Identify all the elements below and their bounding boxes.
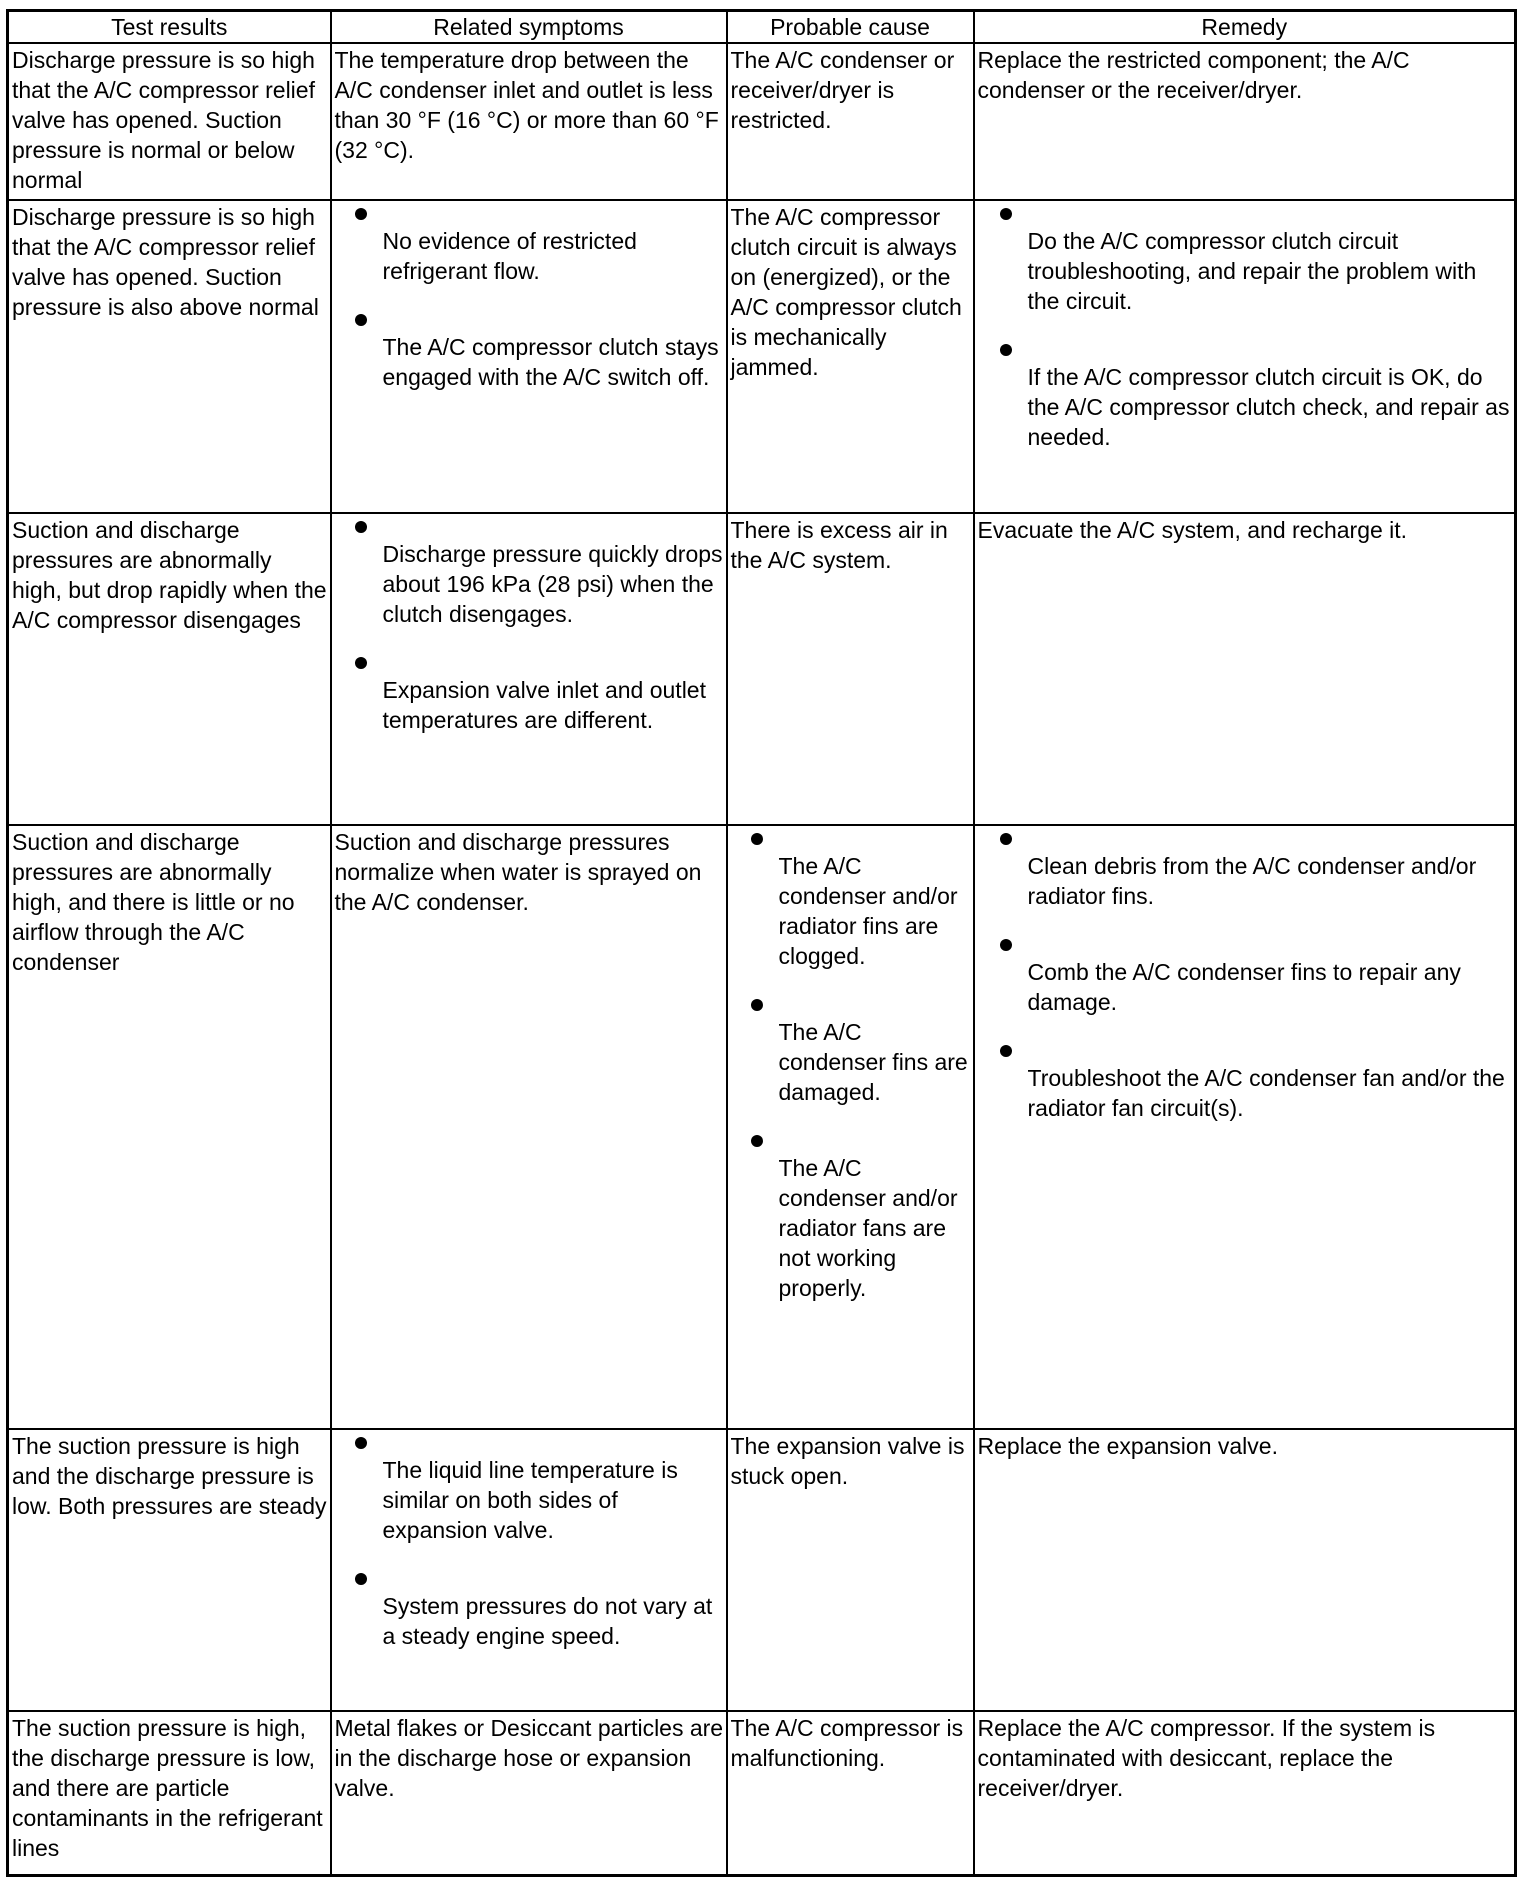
table-row [8,43,1516,200]
list-item [335,515,724,629]
symptom-text: Expansion valve inlet and outlet temperatures are different. [382,677,706,733]
diagnosis-table [6,9,1517,1877]
remedy-cell [974,825,1516,1429]
table-row [8,1429,1516,1711]
bullet-icon [355,521,367,533]
bullet-icon [1000,939,1012,951]
table-row [8,825,1516,1429]
bullet-icon [1000,833,1012,845]
list-item [335,1567,724,1651]
symptom-text: System pressures do not vary at a steady engine speed. [382,1593,713,1649]
remedy-list [978,827,1513,1123]
list-item [335,651,724,735]
bullet-icon [751,1135,763,1147]
header-remedy: Remedy [974,11,1516,44]
header-test-results: Test results [8,11,331,44]
symptom-list [335,202,724,392]
cause-text: The A/C condenser fins are damaged. [778,1019,968,1105]
remedy-text: Clean debris from the A/C condenser and/or radiator fins. [1027,853,1477,909]
test-result-cell: The suction pressure is high, the discharge pressure is low, and there are particle contaminants in the refrigerant lines [8,1711,331,1875]
list-item [731,993,971,1107]
remedy-cell: Replace the expansion valve. [974,1429,1516,1711]
bullet-icon [1000,208,1012,220]
bullet-icon [1000,344,1012,356]
cause-cell: There is excess air in the A/C system. [727,513,974,825]
table-row [8,513,1516,825]
remedy-cell: Replace the restricted component; the A/C condenser or the receiver/dryer. [974,43,1516,200]
remedy-list [978,202,1513,452]
test-result-cell: Discharge pressure is so high that the A/C compressor relief valve has opened. Suction pressure is normal or below normal [8,43,331,200]
remedy-cell: Evacuate the A/C system, and recharge it. [974,513,1516,825]
header-probable-cause: Probable cause [727,11,974,44]
symptom-list [335,515,724,735]
symptom-cell [331,513,727,825]
test-result-cell: The suction pressure is high and the discharge pressure is low. Both pressures are steady [8,1429,331,1711]
cause-cell: The A/C compressor clutch circuit is always on (energized), or the A/C compressor clutch is mechanically jammed. [727,200,974,513]
test-result-cell: Discharge pressure is so high that the A/C compressor relief valve has opened. Suction pressure is also above normal [8,200,331,513]
bullet-icon [355,1573,367,1585]
header-related-symptoms: Related symptoms [331,11,727,44]
remedy-text: Comb the A/C condenser fins to repair any damage. [1027,959,1461,1015]
cause-cell: The A/C condenser or receiver/dryer is restricted. [727,43,974,200]
test-result-cell: Suction and discharge pressures are abnormally high, but drop rapidly when the A/C compressor disengages [8,513,331,825]
list-item [731,1129,971,1303]
remedy-text: Do the A/C compressor clutch circuit troubleshooting, and repair the problem with the circuit. [1027,228,1477,314]
symptom-text: The liquid line temperature is similar on both sides of expansion valve. [382,1457,678,1543]
bullet-icon [355,314,367,326]
list-item [978,1039,1513,1123]
bullet-icon [355,208,367,220]
test-result-cell: Suction and discharge pressures are abnormally high, and there is little or no airflow through the A/C condenser [8,825,331,1429]
list-item [978,933,1513,1017]
list-item [335,202,724,286]
bullet-icon [751,833,763,845]
bullet-icon [751,999,763,1011]
symptom-cell: The temperature drop between the A/C condenser inlet and outlet is less than 30 °F (16 °C) or more than 60 °F (32 °C). [331,43,727,200]
bullet-icon [355,657,367,669]
symptom-cell [331,1429,727,1711]
bullet-icon [355,1437,367,1449]
list-item [335,308,724,392]
table-row [8,1711,1516,1875]
remedy-text: Troubleshoot the A/C condenser fan and/or the radiator fan circuit(s). [1027,1065,1505,1121]
symptom-cell [331,200,727,513]
cause-text: The A/C condenser and/or radiator fans are not working properly. [778,1155,958,1301]
symptom-text: Discharge pressure quickly drops about 196 kPa (28 psi) when the clutch disengages. [382,541,723,627]
cause-list [731,827,971,1303]
remedy-text: If the A/C compressor clutch circuit is OK, do the A/C compressor clutch check, and repair as needed. [1027,364,1510,450]
list-item [978,202,1513,316]
remedy-cell: Replace the A/C compressor. If the system is contaminated with desiccant, replace the receiver/dryer. [974,1711,1516,1875]
list-item [978,827,1513,911]
list-item [335,1431,724,1545]
remedy-cell [974,200,1516,513]
bullet-icon [1000,1045,1012,1057]
list-item [978,338,1513,452]
symptom-text: No evidence of restricted refrigerant flow. [382,228,637,284]
list-item [731,827,971,971]
symptom-text: The A/C compressor clutch stays engaged with the A/C switch off. [382,334,719,390]
symptom-cell: Metal flakes or Desiccant particles are in the discharge hose or expansion valve. [331,1711,727,1875]
cause-text: The A/C condenser and/or radiator fins are clogged. [778,853,958,969]
cause-cell: The expansion valve is stuck open. [727,1429,974,1711]
cause-cell [727,825,974,1429]
symptom-list [335,1431,724,1651]
table-row [8,200,1516,513]
cause-cell: The A/C compressor is malfunctioning. [727,1711,974,1875]
header-row [8,11,1516,44]
symptom-cell: Suction and discharge pressures normalize when water is sprayed on the A/C condenser. [331,825,727,1429]
